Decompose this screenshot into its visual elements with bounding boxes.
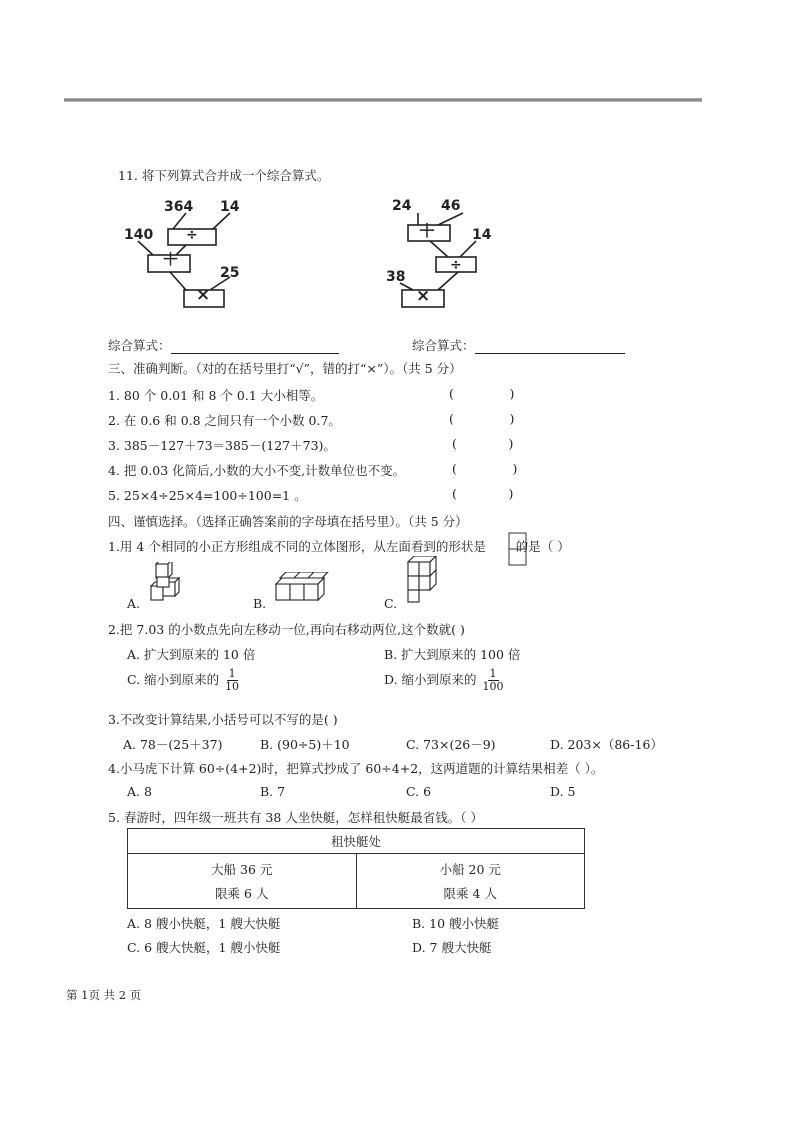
q11-answer-left [108, 336, 339, 354]
answer-label: 综合算式： [108, 338, 171, 353]
fraction-one-hundredth: $\frac{1}{100}$ [482, 667, 504, 693]
q1-stem: 1.用 4 个相同的小正方形组成不同的立体图形，从左面看到的形状是 [108, 539, 486, 554]
q1-option-b[interactable]: B. [253, 596, 267, 611]
left-op-2: ＋ [162, 250, 179, 270]
choice-q5-stem: 5. 春游时，四年级一班共有 38 人坐快艇，怎样租快艇最省钱。（ ） [108, 810, 483, 825]
answer-label: 综合算式： [412, 338, 475, 353]
right-op-3: × [416, 286, 431, 306]
bleed-through-text [505, 160, 509, 173]
q2-c-text: C. 缩小到原来的 [127, 672, 220, 687]
cube-figure-a [148, 562, 188, 604]
q1-stem-tail: 的是（ ） [515, 539, 570, 554]
q1-option-a[interactable]: A. [127, 596, 141, 611]
q4-option-c[interactable]: C. 6 [406, 784, 432, 799]
sec4-title: 四、谨慎选择。（选择正确答案前的字母填在括号里）。（共 5 分） [108, 514, 468, 529]
judge-item-3: 3. 385－127＋73＝385－(127＋73)。 [108, 438, 336, 453]
answer-line[interactable] [171, 338, 339, 354]
right-op-1: ＋ [418, 221, 436, 242]
q2-option-b[interactable]: B. 扩大到原来的 100 倍 [384, 647, 521, 662]
merge-expression-diagrams [118, 195, 638, 325]
answer-line[interactable] [475, 338, 625, 354]
choice-q2-stem: 2.把 7.03 的小数点先向左移动一位,再向右移动两位,这个数就( ) [108, 622, 465, 637]
q5-option-d[interactable]: D. 7 艘大快艇 [412, 940, 492, 955]
left-op-1: ÷ [186, 227, 198, 243]
page-footer: 第 1页 共 2 页 [66, 988, 142, 1002]
left-num-3: 140 [124, 227, 154, 243]
q3-option-d[interactable]: D. 203×（86-16） [550, 737, 663, 752]
left-view-shape [508, 532, 528, 568]
left-num-2: 14 [220, 199, 240, 215]
right-num-3: 14 [472, 227, 492, 243]
answer-paren-4[interactable]: ( ) [452, 461, 518, 476]
q2-option-c[interactable] [127, 668, 239, 693]
choice-q3-stem: 3.不改变计算结果,小括号可以不写的是( ) [108, 712, 338, 727]
judge-item-2: 2. 在 0.6 和 0.8 之间只有一个小数 0.7。 [108, 413, 341, 428]
answer-paren-3[interactable]: ( ) [452, 436, 514, 451]
q11-title: 11. 将下列算式合并成一个综合算式。 [118, 168, 330, 183]
q2-d-text: D. 缩小到原来的 [384, 672, 477, 687]
answer-paren-2[interactable]: ( ) [449, 411, 515, 426]
q3-option-c[interactable]: C. 73×(26－9) [406, 737, 496, 752]
q2-option-d[interactable] [384, 668, 504, 693]
answer-paren-1[interactable]: ( ) [449, 386, 515, 401]
q4-option-b[interactable]: B. 7 [260, 784, 286, 799]
right-num-1: 24 [392, 198, 412, 214]
q5-option-c[interactable]: C. 6 艘大快艇，1 艘小快艇 [127, 940, 281, 955]
header-rule [64, 98, 702, 102]
choice-q4-stem: 4.小马虎下计算 60÷(4+2)时，把算式抄成了 60÷4+2，这两道题的计算结果相差（ ）。 [108, 761, 604, 776]
judge-item-5: 5. 25×4÷25×4=100÷100=1 。 [108, 488, 307, 503]
right-num-4: 38 [386, 269, 406, 285]
q2-option-a[interactable]: A. 扩大到原来的 10 倍 [127, 647, 256, 662]
cube-figure-b [274, 572, 334, 604]
rental-table-title: 租快艇处 [128, 829, 585, 854]
right-op-2: ÷ [450, 257, 462, 273]
cube-figure-c [402, 556, 442, 606]
answer-paren-5[interactable]: ( ) [452, 486, 514, 501]
q4-option-d[interactable]: D. 5 [550, 784, 576, 799]
judge-item-4: 4. 把 0.03 化简后,小数的大小不变,计数单位也不变。 [108, 463, 406, 478]
q4-option-a[interactable]: A. 8 [127, 784, 152, 799]
fraction-one-tenth: $\frac{1}{10}$ [225, 667, 240, 693]
q3-option-b[interactable]: B. (90÷5)＋10 [260, 737, 350, 752]
judge-item-1: 1. 80 个 0.01 和 8 个 0.1 大小相等。 [108, 388, 324, 403]
q11-answer-right [412, 336, 625, 354]
q5-option-b[interactable]: B. 10 艘小快艇 [412, 916, 500, 931]
left-op-3: × [196, 285, 211, 305]
q3-option-a[interactable]: A. 78－(25＋37) [123, 737, 223, 752]
sec3-title: 三、准确判断。（对的在括号里打“√”，错的打“×”）。（共 5 分） [108, 361, 462, 376]
q1-option-c[interactable]: C. [384, 596, 398, 611]
small-boat-price: 小船 20 元 限乘 4 人 [356, 854, 585, 909]
left-num-4: 25 [220, 265, 240, 281]
q5-option-a[interactable]: A. 8 艘小快艇，1 艘大快艇 [127, 916, 281, 931]
boat-rental-table [127, 828, 585, 909]
left-num-1: 364 [164, 199, 194, 215]
big-boat-price: 大船 36 元 限乘 6 人 [128, 854, 357, 909]
choice-q1 [108, 537, 570, 555]
right-num-2: 46 [441, 198, 461, 214]
